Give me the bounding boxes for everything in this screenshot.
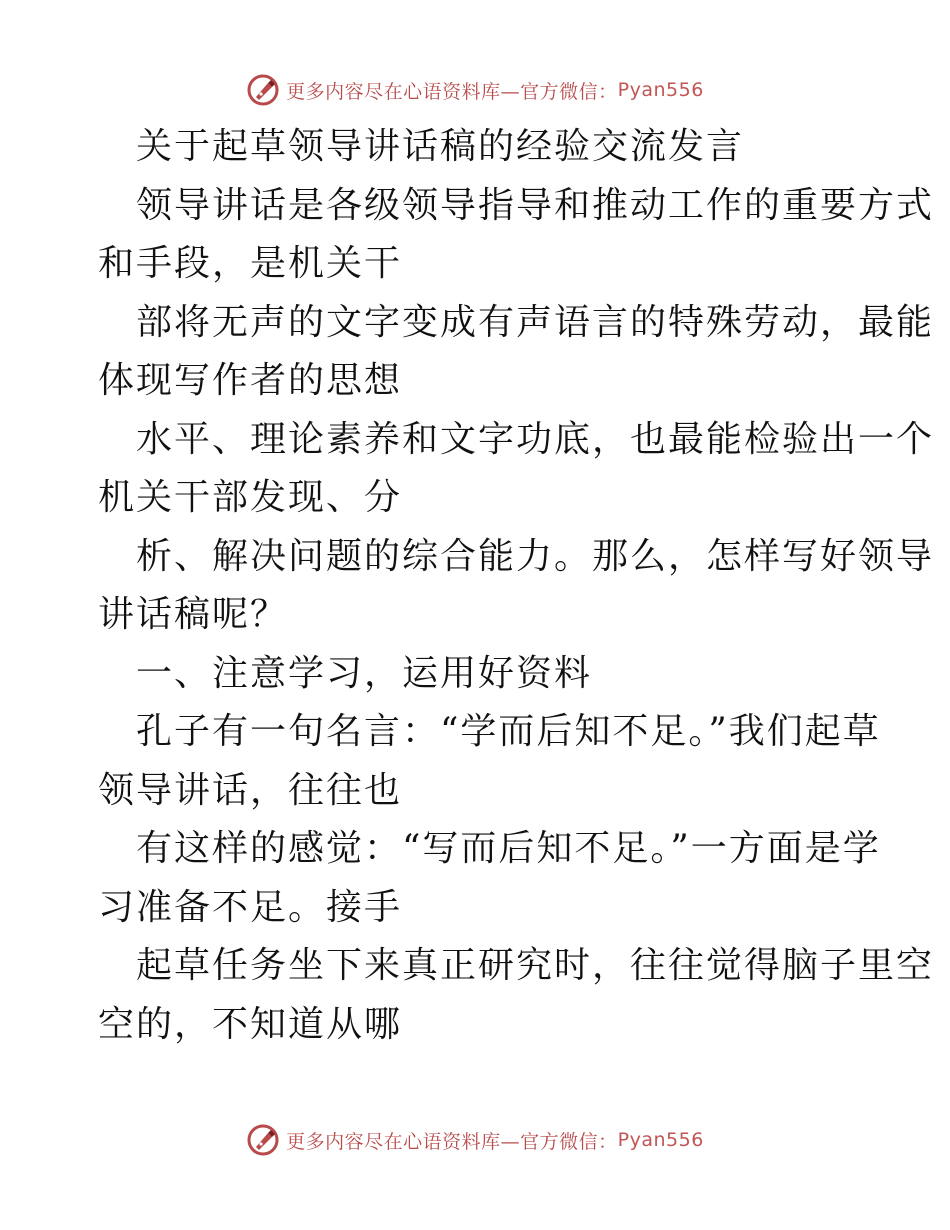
text-line: 领导讲话是各级领导指导和推动工作的重要方式: [136, 184, 935, 226]
banner-wechat-id: Pyan556: [617, 79, 704, 101]
text-line: 体现写作者的思想: [98, 360, 403, 401]
text-line: 水平、理论素养和文字功底，也最能检验出一个: [136, 418, 935, 460]
text-line: 起草任务坐下来真正研究时，往往觉得脑子里空: [136, 945, 935, 986]
text-line: 领导讲话，往往也: [98, 769, 403, 811]
banner-wechat-id: Pyan556: [617, 1129, 704, 1151]
text-line: 空的，不知道从哪: [98, 1003, 403, 1045]
text-line: 习准备不足。接手: [98, 886, 403, 928]
header-banner: [0, 70, 950, 110]
footer-banner: [0, 1120, 950, 1160]
pen-nib-circle-icon: [246, 73, 280, 107]
text-line: 部将无声的文字变成有声语言的特殊劳动，最能: [136, 301, 935, 343]
text-line: 析、解决问题的综合能力。那么，怎样写好领导: [136, 535, 935, 577]
text-line: 一、注意学习，运用好资料: [136, 652, 593, 694]
banner-text: 更多内容尽在心语资料库—官方微信：: [286, 80, 618, 103]
banner-text: 更多内容尽在心语资料库—官方微信：: [286, 1130, 618, 1153]
text-line: 讲话稿呢？: [98, 594, 289, 635]
document-body: [98, 118, 935, 1054]
text-line: 有这样的感觉：“写而后知不足。”一方面是学: [136, 828, 881, 869]
text-line: 孔子有一句名言：“学而后知不足。”我们起草: [136, 711, 881, 752]
text-line: 和手段，是机关干: [98, 243, 403, 284]
text-line: 关于起草领导讲话稿的经验交流发言: [136, 126, 745, 167]
text-line: 机关干部发现、分: [98, 477, 403, 518]
pen-nib-circle-icon: [246, 1123, 280, 1157]
